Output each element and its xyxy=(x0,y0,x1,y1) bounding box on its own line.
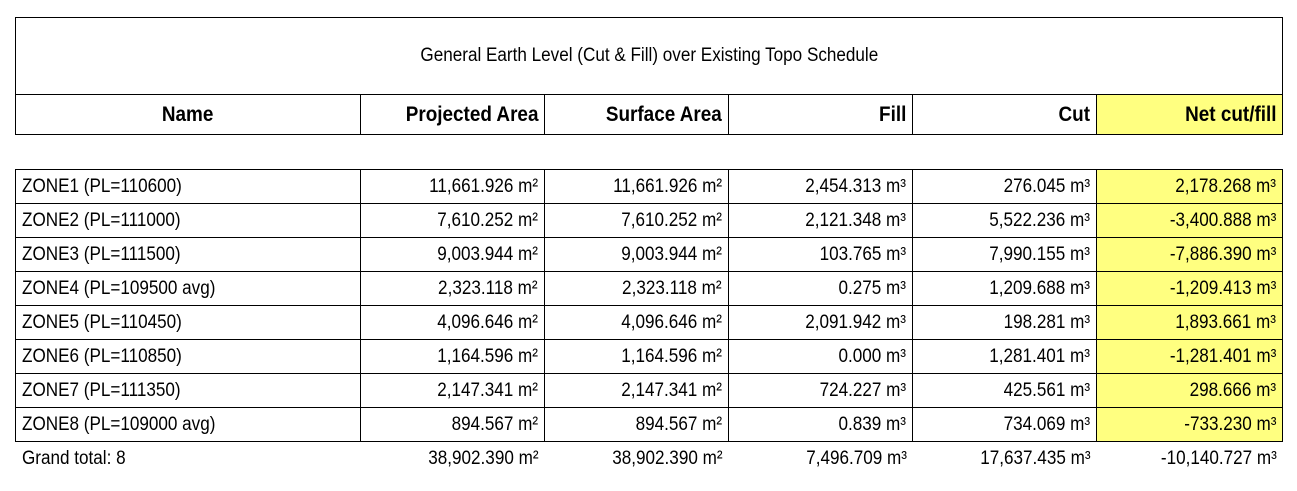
total-fill: 7,496.709 m³ xyxy=(805,448,907,469)
cell-cut[interactable]: 198.281 m³ xyxy=(913,306,1097,340)
cell-net-cut-fill[interactable]: -1,281.401 m³ xyxy=(1097,340,1283,374)
cell-name[interactable]: ZONE5 (PL=110450) xyxy=(16,306,361,340)
table-row[interactable] xyxy=(16,272,1283,306)
schedule-sheet xyxy=(15,17,1282,476)
cell-surface-area[interactable]: 11,661.926 m² xyxy=(545,170,729,204)
cell-name[interactable]: ZONE3 (PL=111500) xyxy=(16,238,361,272)
table-row[interactable] xyxy=(16,238,1283,272)
total-cut: 17,637.435 m³ xyxy=(980,448,1091,469)
cell-projected-area[interactable]: 9,003.944 m² xyxy=(361,238,545,272)
cell-net-cut-fill[interactable]: -7,886.390 m³ xyxy=(1097,238,1283,272)
cell-fill[interactable]: 724.227 m³ xyxy=(729,374,913,408)
column-header-fill[interactable]: Fill xyxy=(729,95,913,135)
cell-name[interactable]: ZONE1 (PL=110600) xyxy=(16,170,361,204)
cell-surface-area[interactable]: 9,003.944 m² xyxy=(545,238,729,272)
cell-projected-area[interactable]: 894.567 m² xyxy=(361,408,545,442)
cell-fill[interactable]: 0.000 m³ xyxy=(729,340,913,374)
cell-net-cut-fill[interactable]: 298.666 m³ xyxy=(1097,374,1283,408)
cell-name[interactable]: ZONE8 (PL=109000 avg) xyxy=(16,408,361,442)
cell-net-cut-fill[interactable]: 2,178.268 m³ xyxy=(1097,170,1283,204)
table-row[interactable] xyxy=(16,204,1283,238)
cell-cut[interactable]: 1,281.401 m³ xyxy=(913,340,1097,374)
cell-cut[interactable]: 425.561 m³ xyxy=(913,374,1097,408)
total-name: Grand total: 8 xyxy=(21,448,126,469)
cell-fill[interactable]: 103.765 m³ xyxy=(729,238,913,272)
column-header-net-cut-fill[interactable]: Net cut/fill xyxy=(1097,95,1283,135)
cell-fill[interactable]: 0.839 m³ xyxy=(729,408,913,442)
schedule-title-cell xyxy=(16,18,1283,95)
column-header-cut[interactable]: Cut xyxy=(913,95,1097,135)
cell-cut[interactable]: 1,209.688 m³ xyxy=(913,272,1097,306)
column-header-name[interactable]: Name xyxy=(16,95,361,135)
total-surface-area: 38,902.390 m² xyxy=(612,448,723,469)
header-spacer xyxy=(16,135,1283,170)
cell-name[interactable]: ZONE2 (PL=111000) xyxy=(16,204,361,238)
cell-projected-area[interactable]: 11,661.926 m² xyxy=(361,170,545,204)
cell-fill[interactable]: 2,454.313 m³ xyxy=(729,170,913,204)
table-row[interactable] xyxy=(16,340,1283,374)
cell-projected-area[interactable]: 1,164.596 m² xyxy=(361,340,545,374)
cell-fill[interactable]: 0.275 m³ xyxy=(729,272,913,306)
cell-cut[interactable]: 734.069 m³ xyxy=(913,408,1097,442)
header-row xyxy=(16,95,1283,135)
table-row[interactable] xyxy=(16,306,1283,340)
grand-total-row xyxy=(16,442,1283,477)
cell-projected-area[interactable]: 2,147.341 m² xyxy=(361,374,545,408)
schedule-title: General Earth Level (Cut & Fill) over Existing Topo Schedule xyxy=(420,45,878,66)
cell-name[interactable]: ZONE4 (PL=109500 avg) xyxy=(16,272,361,306)
cell-cut[interactable]: 7,990.155 m³ xyxy=(913,238,1097,272)
table-row[interactable] xyxy=(16,374,1283,408)
cell-cut[interactable]: 276.045 m³ xyxy=(913,170,1097,204)
total-projected-area: 38,902.390 m² xyxy=(428,448,539,469)
cell-surface-area[interactable]: 7,610.252 m² xyxy=(545,204,729,238)
cell-surface-area[interactable]: 1,164.596 m² xyxy=(545,340,729,374)
schedule-table xyxy=(15,17,1283,476)
cell-net-cut-fill[interactable]: 1,893.661 m³ xyxy=(1097,306,1283,340)
cell-projected-area[interactable]: 7,610.252 m² xyxy=(361,204,545,238)
cell-surface-area[interactable]: 4,096.646 m² xyxy=(545,306,729,340)
cell-net-cut-fill[interactable]: -733.230 m³ xyxy=(1097,408,1283,442)
table-row[interactable] xyxy=(16,170,1283,204)
column-header-surface-area[interactable]: Surface Area xyxy=(545,95,729,135)
cell-name[interactable]: ZONE7 (PL=111350) xyxy=(16,374,361,408)
cell-cut[interactable]: 5,522.236 m³ xyxy=(913,204,1097,238)
table-row[interactable] xyxy=(16,408,1283,442)
cell-surface-area[interactable]: 2,323.118 m² xyxy=(545,272,729,306)
column-header-projected-area[interactable]: Projected Area xyxy=(361,95,545,135)
cell-name[interactable]: ZONE6 (PL=110850) xyxy=(16,340,361,374)
cell-net-cut-fill[interactable]: -3,400.888 m³ xyxy=(1097,204,1283,238)
cell-projected-area[interactable]: 4,096.646 m² xyxy=(361,306,545,340)
cell-net-cut-fill[interactable]: -1,209.413 m³ xyxy=(1097,272,1283,306)
cell-surface-area[interactable]: 2,147.341 m² xyxy=(545,374,729,408)
total-net-cut-fill: -10,140.727 m³ xyxy=(1160,448,1277,469)
cell-fill[interactable]: 2,091.942 m³ xyxy=(729,306,913,340)
cell-projected-area[interactable]: 2,323.118 m² xyxy=(361,272,545,306)
cell-fill[interactable]: 2,121.348 m³ xyxy=(729,204,913,238)
cell-surface-area[interactable]: 894.567 m² xyxy=(545,408,729,442)
